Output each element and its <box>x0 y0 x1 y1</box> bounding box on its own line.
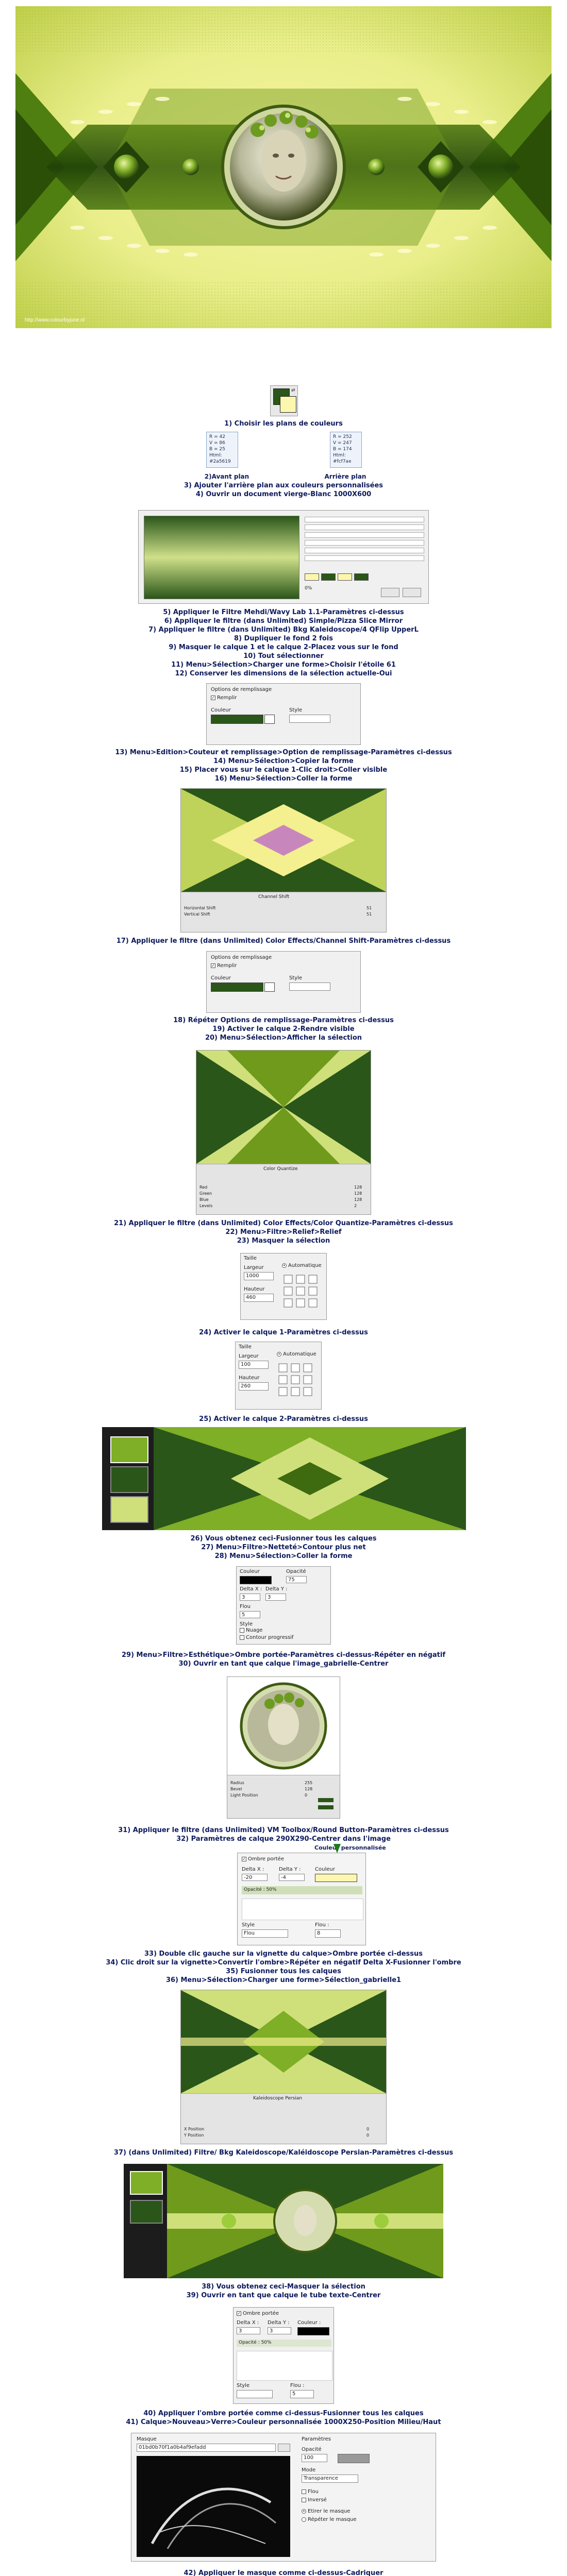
shadow2-opacity-slider[interactable] <box>242 1886 362 1894</box>
round-button-dialog <box>227 1676 340 1819</box>
size1-anchor-grid[interactable] <box>282 1273 320 1309</box>
shadow2-delta-y-input[interactable]: -4 <box>279 1874 305 1881</box>
quantize-val-3[interactable]: 128 <box>354 1197 362 1202</box>
step-36: 36) Menu>Sélection>Charger une forme>Sélection_gabrielle1 <box>165 1976 402 1984</box>
shadow3-style: Style <box>237 2383 250 2388</box>
banner-watermark: http://www.colourbyjune.nl <box>25 317 85 323</box>
step-28: 28) Menu>Sélection>Coller la forme <box>214 1552 353 1560</box>
step-6: 6) Appliquer le filtre (dans Unlimited) Simple/Pizza Slice Mirror <box>164 617 403 625</box>
fill1-style-label: Style <box>289 707 303 713</box>
shadow1-color-swatch[interactable] <box>240 1576 272 1584</box>
fill2-remplir[interactable]: ✓ Remplir <box>211 963 237 969</box>
size2-anchor-grid[interactable] <box>277 1362 315 1398</box>
layer-thumb-2[interactable] <box>110 1466 148 1493</box>
layer-thumb-3[interactable] <box>110 1496 148 1523</box>
size2-hauteur: Hauteur <box>239 1375 260 1381</box>
step-5: 5) Appliquer le Filtre Mehdi/Wavy Lab 1.1-Paramètres ci-dessus <box>163 608 404 616</box>
steps-40-41 <box>0 2409 567 2427</box>
steps-42-47 <box>0 2569 567 2576</box>
shadow2-preview-area <box>242 1899 363 1920</box>
arriere-r: R = 252 <box>333 434 352 439</box>
channel-val-1[interactable]: 51 <box>366 906 372 910</box>
shadow3-delta-y-input[interactable]: 3 <box>268 2327 291 2334</box>
shadow2-opacite: Opacité : 50% <box>244 1887 277 1892</box>
size2-hauteur-input[interactable]: 260 <box>239 1382 269 1391</box>
round-params <box>227 1775 340 1818</box>
wavy-zoom: 0% <box>305 586 312 591</box>
wavy-cancel-button[interactable] <box>403 588 421 597</box>
layer2-thumb-1[interactable] <box>130 2171 163 2195</box>
round-row-2: Bevel <box>230 1787 242 1791</box>
quantize-params <box>196 1164 371 1214</box>
shadow1-style: Style <box>240 1621 253 1627</box>
avant-v: V = 86 <box>209 440 225 446</box>
mask-option-repeter[interactable]: Répéter le masque <box>302 2517 357 2522</box>
step-20: 20) Menu>Sélection>Afficher la sélection <box>205 1034 362 1042</box>
step-19: 19) Activer le calque 2-Rendre visible <box>212 1025 355 1033</box>
wavy-color-2[interactable] <box>321 573 336 581</box>
mask-option-etirer[interactable]: • Etirer le masque <box>302 2509 350 2514</box>
quantize-name: Color Quantize <box>263 1166 298 1172</box>
channel-shift-dialog <box>180 788 387 933</box>
round-val-1[interactable]: 255 <box>305 1781 313 1785</box>
step-24: 24) Activer le calque 1-Paramètres ci-dessus <box>199 1329 368 1336</box>
quantize-row-2: Green <box>199 1191 212 1196</box>
mask-inverse[interactable]: Inversé <box>302 2497 327 2503</box>
persian-params <box>181 2093 386 2144</box>
mask-mode-select[interactable]: Transparence <box>302 2475 358 2483</box>
size2-taille: Taille <box>239 1344 252 1350</box>
wavy-color-row <box>305 572 424 581</box>
size1-auto[interactable]: • Automatique <box>282 1263 322 1268</box>
mask-dialog <box>131 2433 436 2562</box>
steps-38-39 <box>0 2282 567 2300</box>
round-arrow-icon-1 <box>318 1798 333 1802</box>
layers-canvas <box>154 1427 466 1530</box>
shadow3-ombre[interactable]: ✓ Ombre portée <box>237 2311 279 2316</box>
shadow1-delta-y: Delta Y : <box>265 1586 288 1592</box>
shadow1-nuage[interactable]: Nuage <box>240 1628 262 1633</box>
shadow3-opacity-slider[interactable] <box>237 2340 331 2347</box>
step-7: 7) Appliquer le filtre (dans Unlimited) Bkg Kaleidoscope/4 QFlip UpperL <box>148 626 419 634</box>
quantize-val-2[interactable]: 128 <box>354 1191 362 1196</box>
step-3-caption: 3) Ajouter l'arrière plan aux couleurs personnalisées <box>184 482 383 489</box>
shadow1-flou-input[interactable]: 5 <box>240 1611 260 1618</box>
step-22: 22) Menu>Filtre>Relief>Relief <box>225 1228 342 1236</box>
step-11: 11) Menu>Sélection>Charger une forme>Choisir l'étoile 61 <box>171 661 396 669</box>
arriere-b: B = 174 <box>333 447 352 452</box>
drop-shadow-dialog-2 <box>237 1853 366 1945</box>
step-34: 34) Clic droit sur la vignette>Convertir l'ombre>Répéter en négatif Delta X-Fusionner l'ombre <box>106 1959 461 1967</box>
step-26: 26) Vous obtenez ceci-Fusionner tous les calques <box>190 1535 377 1543</box>
kaleidoscope-persian-dialog <box>180 1990 387 2144</box>
fill-options-dialog-1 <box>206 683 361 745</box>
fill2-couleur-label: Couleur <box>211 975 231 981</box>
drop-shadow-dialog-1 <box>236 1566 331 1645</box>
layer-thumb-1[interactable] <box>110 1436 148 1463</box>
wavy-color-4[interactable] <box>354 573 369 581</box>
size-dialog-1 <box>240 1253 327 1320</box>
step-12: 12) Conserver les dimensions de la sélection actuelle-Oui <box>175 670 392 677</box>
persian-val-1[interactable]: 0 <box>366 2127 370 2131</box>
channel-row-2: Vertical Shift <box>184 912 210 917</box>
mask-flou[interactable]: Flou <box>302 2489 319 2495</box>
step-17: 17) Appliquer le filtre (dans Unlimited) Color Effects/Channel Shift-Paramètres ci-dessus <box>116 937 451 945</box>
quantize-val-4[interactable]: 2 <box>354 1204 357 1208</box>
mask-color-swatch[interactable] <box>338 2454 370 2463</box>
round-row-3: Light Position <box>230 1793 258 1798</box>
steps-18-20 <box>0 1016 567 1042</box>
shadow3-opacite: Opacité : 50% <box>239 2340 272 2345</box>
avant-plan-box <box>206 432 238 468</box>
fill1-couleur-label: Couleur <box>211 707 231 713</box>
size1-largeur-input[interactable]: 1000 <box>244 1272 274 1280</box>
step-33: 33) Double clic gauche sur la vignette du calque>Ombre portée ci-dessus <box>144 1950 423 1958</box>
shadow1-flou: Flou <box>240 1604 251 1609</box>
round-val-2[interactable]: 128 <box>305 1787 313 1791</box>
wavy-color-1[interactable] <box>305 573 319 581</box>
steps-31-32 <box>0 1826 567 1843</box>
fill1-style-select[interactable] <box>289 715 330 723</box>
channel-name: Channel Shift <box>258 894 290 900</box>
persian-name: Kaleidoscope Persian <box>253 2096 303 2101</box>
step-14: 14) Menu>Sélection>Copier la forme <box>213 757 354 765</box>
step-25: 25) Activer le calque 2-Paramètres ci-dessus <box>199 1415 368 1423</box>
step-29: 29) Menu>Filtre>Esthétique>Ombre portée-Paramètres ci-dessus-Répéter en négatif <box>122 1651 445 1659</box>
shadow2-delta-x: Delta X : <box>242 1867 264 1872</box>
size-dialog-2 <box>235 1342 322 1410</box>
shadow1-opacite: Opacité <box>286 1569 306 1574</box>
step-18: 18) Répéter Options de remplissage-Paramètres ci-dessus <box>173 1016 394 1024</box>
steps-33-36 <box>0 1950 567 1985</box>
size1-hauteur: Hauteur <box>244 1286 265 1292</box>
avant-label: 2)Avant plan <box>204 473 249 480</box>
step-23: 23) Masquer la sélection <box>237 1237 330 1245</box>
shadow1-contour[interactable]: Contour progressif <box>240 1635 294 1640</box>
quantize-val-1[interactable]: 128 <box>354 1185 362 1190</box>
fill1-color-swatch[interactable] <box>211 715 263 724</box>
fill2-title: Options de remplissage <box>211 955 272 960</box>
step-39: 39) Ouvrir en tant que calque le tube texte-Centrer <box>186 2292 381 2299</box>
size2-largeur-input[interactable]: 100 <box>239 1361 269 1369</box>
mask-label: Masque <box>137 2436 157 2442</box>
quantize-row-3: Blue <box>199 1197 209 1202</box>
fill2-color-picker[interactable] <box>264 982 275 992</box>
step-16: 16) Menu>Sélection>Coller la forme <box>214 775 353 783</box>
shadow2-color-swatch[interactable] <box>315 1874 357 1882</box>
shadow3-flou: Flou : <box>290 2383 305 2388</box>
channel-row-1: Horizontal Shift <box>184 906 216 910</box>
size1-largeur: Largeur <box>244 1265 264 1270</box>
shadow2-delta-y: Delta Y : <box>279 1867 301 1872</box>
fill1-remplir[interactable]: ✓ Remplir <box>211 695 237 701</box>
steps-29-30 <box>0 1651 567 1668</box>
drop-shadow-dialog-3 <box>233 2307 334 2404</box>
wavy-ok-button[interactable] <box>381 588 399 597</box>
mask-mode: Mode <box>302 2467 316 2473</box>
step-41: 41) Calque>Nouveau>Verre>Couleur personnalisée 1000X250-Position Milieu/Haut <box>126 2418 441 2426</box>
shadow3-delta-x: Delta X : <box>237 2320 259 2326</box>
step-9: 9) Masquer le calque 1 et le calque 2-Placez vous sur le fond <box>169 643 398 651</box>
shadow1-opacite-input[interactable]: 75 <box>286 1576 307 1583</box>
size2-largeur: Largeur <box>239 1353 259 1359</box>
arriere-hex: #fcf7ae <box>333 459 352 464</box>
step-35: 35) Fusionner tous les calques <box>226 1968 341 1975</box>
shadow1-couleur: Couleur <box>240 1569 260 1574</box>
persian-val-2[interactable]: 0 <box>366 2133 370 2138</box>
round-row-1: Radius <box>230 1781 244 1785</box>
shadow2-header: Couleur personnalisée <box>314 1844 386 1851</box>
round-button-preview <box>227 1677 340 1775</box>
round-arrow-icon-2 <box>318 1805 333 1809</box>
channel-shift-preview <box>181 789 386 892</box>
step-15: 15) Placer vous sur le calque 1-Clic droit>Coller visible <box>179 766 388 774</box>
size1-hauteur-input[interactable]: 460 <box>244 1294 274 1302</box>
fill2-style-label: Style <box>289 975 303 981</box>
avant-html-label: Html: <box>209 453 222 458</box>
shadow2-style-select[interactable]: Flou <box>242 1929 288 1938</box>
fill1-title: Options de remplissage <box>211 687 272 692</box>
channel-params <box>181 892 386 932</box>
step-27: 27) Menu>Filtre>Netteté>Contour plus net <box>201 1544 366 1551</box>
step-1-caption: 1) Choisir les plans de couleurs <box>224 420 343 428</box>
persian-preview <box>181 1990 386 2093</box>
step-21: 21) Appliquer le filtre (dans Unlimited) Color Effects/Color Quantize-Paramètres ci-dessus <box>114 1219 453 1227</box>
steps-21-23 <box>0 1219 567 1245</box>
shadow3-flou-input[interactable]: 5 <box>290 2390 314 2398</box>
shadow3-style-select[interactable] <box>237 2390 273 2398</box>
shadow3-preview-area <box>237 2351 332 2381</box>
arriere-label: Arrière plan <box>324 473 366 480</box>
shadow1-delta-y-input[interactable]: 3 <box>265 1594 286 1601</box>
step-13: 13) Menu>Edition>Couteur et remplissage>Option de remplissage-Paramètres ci-dessus <box>115 749 452 756</box>
step-4-caption: 4) Ouvrir un document vierge-Blanc 1000X600 <box>195 490 372 498</box>
channel-val-2[interactable]: 51 <box>366 912 372 917</box>
layers-panel-2 <box>124 2164 167 2278</box>
mask-browse-button[interactable] <box>278 2444 290 2452</box>
background-swatch <box>280 396 296 413</box>
layers-panel <box>102 1427 154 1530</box>
fill2-color-swatch[interactable] <box>211 982 263 992</box>
avant-b: B = 25 <box>209 447 225 452</box>
wavy-preview <box>144 516 299 599</box>
shadow1-delta-x: Delta X : <box>240 1586 262 1592</box>
mask-parametres: Paramètres <box>302 2436 331 2442</box>
mask-opacite-input[interactable]: 100 <box>302 2454 327 2462</box>
step-8: 8) Dupliquer le fond 2 fois <box>234 635 333 642</box>
step-10: 10) Tout sélectionner <box>243 652 324 660</box>
layers-result-preview <box>102 1427 466 1530</box>
arriere-html-label: Html: <box>333 453 346 458</box>
shadow2-flou: Flou : <box>315 1922 329 1928</box>
shadow2-couleur: Couleur <box>315 1867 335 1872</box>
shadow2-style: Style <box>242 1922 255 1928</box>
wavy-sliders <box>305 517 424 563</box>
size1-taille: Taille <box>244 1256 257 1261</box>
quantize-row-1: Red <box>199 1185 208 1190</box>
arriere-plan-box <box>330 432 362 468</box>
steps-5-12 <box>0 608 567 678</box>
size2-auto[interactable]: • Automatique <box>277 1351 316 1357</box>
step-42: 42) Appliquer le masque comme ci-dessus-Cadriquer <box>184 2569 383 2576</box>
shadow3-color-swatch[interactable] <box>297 2327 329 2335</box>
layers-canvas-2 <box>167 2164 443 2278</box>
shadow3-delta-x-input[interactable]: 3 <box>237 2327 260 2334</box>
fill2-style-select[interactable] <box>289 982 330 991</box>
shadow2-delta-x-input[interactable]: -20 <box>242 1874 268 1881</box>
avant-r: R = 42 <box>209 434 225 439</box>
color-swatch-preview <box>270 385 298 416</box>
layer2-thumb-2[interactable] <box>130 2200 163 2224</box>
shadow2-pointer-arrow-icon <box>333 1844 341 1853</box>
mask-opacite: Opacité <box>302 2447 322 2452</box>
swap-icon: ⇄ <box>291 388 295 393</box>
shadow2-flou-input[interactable]: 8 <box>315 1929 341 1938</box>
step-30: 30) Ouvrir en tant que calque l'image_gabrielle-Centrer <box>178 1660 389 1668</box>
steps-13-16 <box>0 748 567 783</box>
wavy-lab-dialog <box>138 510 429 604</box>
step-40: 40) Appliquer l'ombre portée comme ci-dessus-Fusionner tous les calques <box>143 2410 424 2417</box>
step-38: 38) Vous obtenez ceci-Masquer la sélection <box>202 2283 365 2291</box>
fill-options-dialog-2 <box>206 951 361 1013</box>
avant-hex: #2a5619 <box>209 459 231 464</box>
mask-path-input[interactable]: 01bd0b70f1a0b4af9efadd <box>137 2444 276 2452</box>
wavy-color-3[interactable] <box>338 573 352 581</box>
persian-row-2: Y Position <box>184 2133 204 2138</box>
color-quantize-dialog <box>196 1050 371 1215</box>
step-31: 31) Appliquer le filtre (dans Unlimited) VM Toolbox/Round Button-Paramètres ci-dessus <box>118 1826 449 1834</box>
step-37: 37) (dans Unlimited) Filtre/ Bkg Kaleidoscope/Kaléidoscope Persian-Paramètres ci-dessus <box>113 2149 454 2157</box>
quantize-preview <box>196 1050 371 1164</box>
banner-preview <box>15 6 552 328</box>
layers-result-preview-2 <box>124 2164 443 2278</box>
shadow3-couleur: Couleur : <box>297 2320 321 2326</box>
persian-row-1: X Position <box>184 2127 205 2131</box>
shadow2-ombre[interactable]: ✓ Ombre portée <box>242 1856 284 1862</box>
quantize-row-4: Levels <box>199 1204 213 1208</box>
shadow3-delta-y: Delta Y : <box>268 2320 290 2326</box>
arriere-v: V = 247 <box>333 440 352 446</box>
step-32: 32) Paramètres de calque 290X290-Centrer dans l'image <box>176 1835 391 1843</box>
steps-26-28 <box>0 1534 567 1561</box>
banner-artwork <box>15 6 552 328</box>
mask-thumbnail <box>137 2456 290 2557</box>
round-val-3[interactable]: 0 <box>305 1793 308 1798</box>
shadow1-delta-x-input[interactable]: 3 <box>240 1594 260 1601</box>
fill1-color-picker[interactable] <box>264 715 275 724</box>
